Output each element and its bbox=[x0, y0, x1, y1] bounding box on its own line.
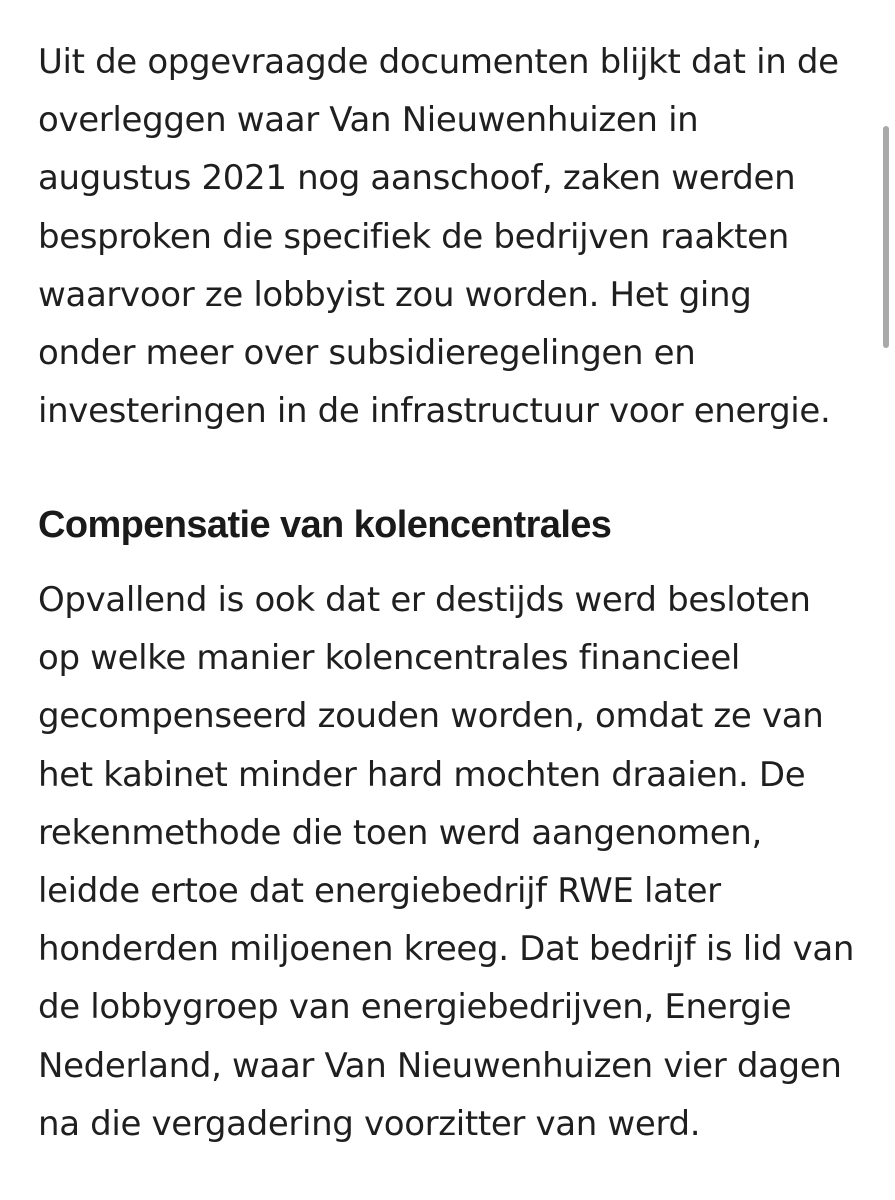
paragraph-line: op welke manier kolencentrales financieel bbox=[38, 638, 741, 679]
paragraph-line: waarvoor ze lobbyist zou worden. Het ging bbox=[38, 274, 752, 315]
paragraph-line: augustus 2021 nog aanschoof, zaken werden bbox=[38, 158, 796, 199]
paragraph-line: onder meer over subsidieregelingen en bbox=[38, 333, 696, 374]
section-heading: Compensatie van kolencentrales bbox=[38, 504, 612, 546]
paragraph-line: leidde ertoe dat energiebedrijf RWE later bbox=[38, 871, 721, 912]
paragraph-line: Uit de opgevraagde documenten blijkt dat in de bbox=[38, 42, 839, 82]
article-paragraph-2 bbox=[38, 571, 868, 1153]
paragraph-line: rekenmethode die toen werd aangenomen, bbox=[38, 812, 762, 853]
paragraph-line: het kabinet minder hard mochten draaien. De bbox=[38, 754, 806, 795]
paragraph-line: overleggen waar Van Nieuwenhuizen in bbox=[38, 100, 699, 141]
paragraph-line: Opvallend is ook dat er destijds werd besloten bbox=[38, 580, 811, 620]
paragraph-line: besproken die specifiek de bedrijven raakten bbox=[38, 216, 789, 257]
paragraph-line: investeringen in de infrastructuur voor energie. bbox=[38, 391, 831, 432]
paragraph-line: Nederland, waar Van Nieuwenhuizen vier dagen bbox=[38, 1045, 842, 1086]
paragraph-line: de lobbygroep van energiebedrijven, Energie bbox=[38, 987, 792, 1028]
paragraph-line: honderden miljoenen kreeg. Dat bedrijf is lid van bbox=[38, 929, 855, 970]
paragraph-line: gecompenseerd zouden worden, omdat ze van bbox=[38, 696, 824, 737]
article-paragraph-1 bbox=[38, 33, 868, 440]
paragraph-line: na die vergadering voorzitter van werd. bbox=[38, 1103, 701, 1144]
vertical-scrollbar[interactable] bbox=[883, 126, 889, 348]
